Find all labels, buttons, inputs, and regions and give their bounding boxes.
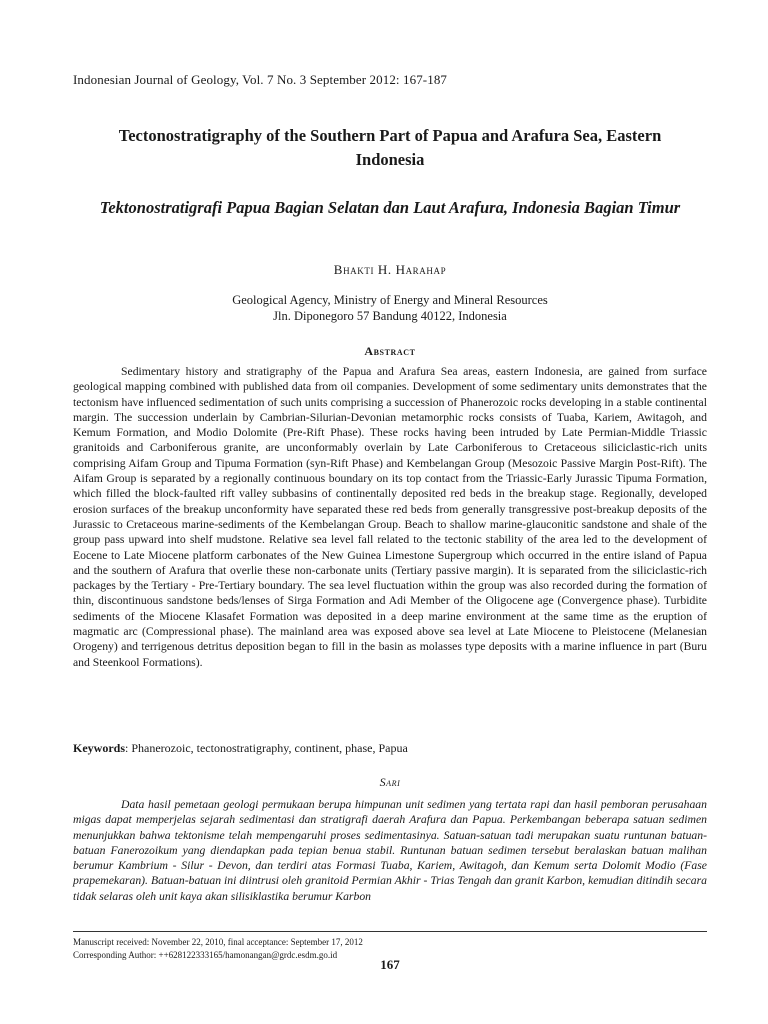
affiliation-line-2: Jln. Diponegoro 57 Bandung 40122, Indonesia [273,309,507,323]
abstract-text: Sedimentary history and stratigraphy of the Papua and Arafura Sea areas, eastern Indonesia, are gained from surface geological mapping combined with published data from oil companies. Development of some sedimentary units demonstrates that the tectonism have influenced sedimentation of such units comprising a succession of Phanerozoic rocks developing in a stable continental margin. The succession underlain by Cambrian-Silurian-Devonian metamorphic rocks consists of Tuaba, Kariem, Awitagoh, and Kemum Formation, and Modio Dolomite (Pre-Rift Phase). These rocks having been intruded by Late Permian-Middle Triassic granitoids and Carboniferous granite, are unconformably overlain by Late Carboniferous to Cretaceous siliciclastic-rich units comprising Aifam Group and Tipuma Formation (syn-Rift Phase) and Kembelangan Group (Mesozoic Passive Margin Post-Rift). The Aifam Group is separated by a regionally continuous boundary on its top contact from the Triassic-Early Jurassic Tipuma Formation, which filled the block-faulted rift valley subbasins of continentally deposited red beds in the breakup stage. Regionally, developed erosion surfaces of the breakup unconformity have separated these red beds from generally transgressive post-breakup deposits of the Jurassic to Cretaceous marine-sediments of the Kembelangan Group. Beach to shallow marine-glauconitic sandstone and shale of the group pass upward into shelf mudstone. Relative sea level fall related to the tectonic stability of the area led to the development of Eocene to Late Miocene platform carbonates of the New Guinea Limestone Supergroup which occurred in the entire island of Papua and the southern of Arafura that overlie these non-carbonate units (Tertiary passive margin). It is separated from the siliciclastic-rich packages by the Tertiary - Pre-Tertiary boundary. The sea level fluctuation within the group was also recorded during the formation of thin, discontinuous sandstone beds/lenses of Sirga Formation and Adi Member of the Oligocene age (Convergence phase). Turbidite sediments of the Miocene Klasafet Formation was deposited in a deep marine environment at the same time as the eruption of magmatic arc (Compressional phase). The mainland area was exposed above sea level at Late Miocene to Pleistocene (Melanesian Orogeny) and terrigenous detritus deposition began to fill in the basin as molasses type deposits with a marine influence in part (Buru and Steenkool Formations). [73,365,707,669]
sari-text: Data hasil pemetaan geologi permukaan berupa himpunan unit sedimen yang tertata rapi dan hasil pemboran perusahaan migas dapat memperjelas sejarah sedimentasi dan stratigrafi daerah Arafura dan Papua. Perkembangan beberapa satuan sedimen menunjukkan bahwa tektonisme telah mempengaruhi proses sedimentasinya. Satuan-satuan tadi merupakan suatu runtunan batuan-batuan Fanerozoikum yang diendapkan pada tepian benua stabil. Runtunan batuan sedimen tersebut beralaskan batuan malihan berumur Kambrium - Silur - Devon, dan terdiri atas Formasi Tuaba, Kariem, Awitagoh, dan Kemum serta Dolomit Modio (Fase prapemekaran). Batuan-batuan ini diintrusi oleh granitoid Permian Akhir - Trias Tengah dan granit Karbon, kemudian ditindih secara tidak selaras oleh unit kaya akan silisiklastika berumur Karbon [73,798,707,903]
affiliation-line-1: Geological Agency, Ministry of Energy and Mineral Resources [232,293,548,307]
corresponding-author-note: Corresponding Author: ++628122333165/hamonangan@grdc.esdm.go.id [73,950,338,960]
author-name: Bhakti H. Harahap [333,262,447,277]
keywords-value: : Phanerozoic, tectonostratigraphy, continent, phase, Papua [125,741,408,755]
manuscript-note: Manuscript received: November 22, 2010, final acceptance: September 17, 2012 [73,937,363,947]
keywords-label: Keywords [73,741,125,755]
keywords-line [73,741,707,756]
abstract-heading: Abstract [364,344,416,358]
article-title: Tectonostratigraphy of the Southern Part of Papua and Arafura Sea, Eastern Indonesia [118,126,662,169]
article-subtitle: Tektonostratigrafi Papua Bagian Selatan dan Laut Arafura, Indonesia Bagian Timur [99,198,681,217]
sari-heading: Sari [379,775,401,789]
page-number: 167 [380,957,400,972]
journal-reference: Indonesian Journal of Geology, Vol. 7 No. 3 September 2012: 167-187 [73,72,448,87]
footnote-divider [73,931,707,932]
author-affiliation [90,292,690,324]
